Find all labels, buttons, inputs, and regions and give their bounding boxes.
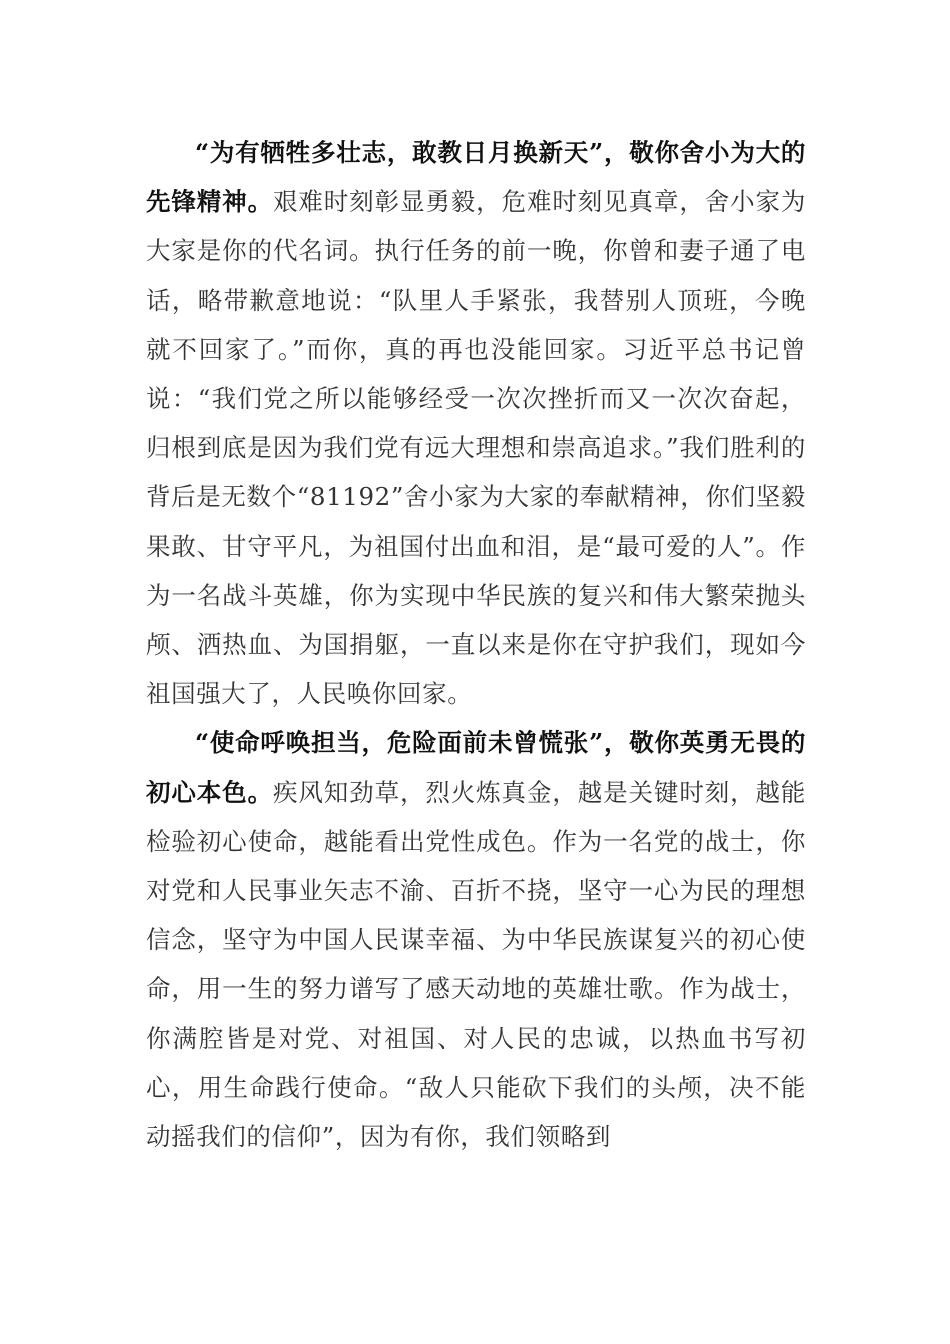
paragraph-1-text: 艰难时刻彰显勇毅，危难时刻见真章，舍小家为大家是你的代名词。执行任务的前一晚，你曾和妻子通了电话，略带歉意地说：“队里人手紧张，我替别人顶班，今晚就不回家了。”而你，真的再也没能回家。习近平总书记曾说：“我们党之所以能够经受一次次挫折而又一次次奋起，归根到底是因为我们党有远大理想和崇高追求。”我们胜利的背后是无数个“81192”舍小家为大家的奉献精神，你们坚毅果敢、甘守平凡，为祖国付出血和泪，是“最可爱的人”。作为一名战斗英雄，你为实现中华民族的复兴和伟大繁荣抛头颅、洒热血、为国捐躯，一直以来是你在守护我们，现如今祖国强大了，人民唤你回家。 bbox=[146, 187, 806, 709]
paragraph-1 bbox=[146, 128, 806, 718]
document-body bbox=[146, 128, 806, 1161]
paragraph-2-text: 疾风知劲草，烈火炼真金，越是关键时刻，越能检验初心使命，越能看出党性成色。作为一名党的战士，你对党和人民事业矢志不渝、百折不挠，坚守一心为民的理想信念，坚守为中国人民谋幸福、为中华民族谋复兴的初心使命，用一生的努力谱写了感天动地的英雄壮歌。作为战士，你满腔皆是对党、对祖国、对人民的忠诚，以热血书写初心，用生命践行使命。“敌人只能砍下我们的头颅，决不能动摇我们的信仰”，因为有你，我们领略到 bbox=[146, 777, 806, 1152]
paragraph-1-heading: “为有牺牲多壮志，敢教日月换新天”，敬你舍小为大的先锋精神。 bbox=[146, 138, 806, 217]
paragraph-2 bbox=[146, 718, 806, 1161]
paragraph-2-heading: “使命呼唤担当，危险面前未曾慌张”，敬你英勇无畏的初心本色。 bbox=[146, 728, 806, 807]
